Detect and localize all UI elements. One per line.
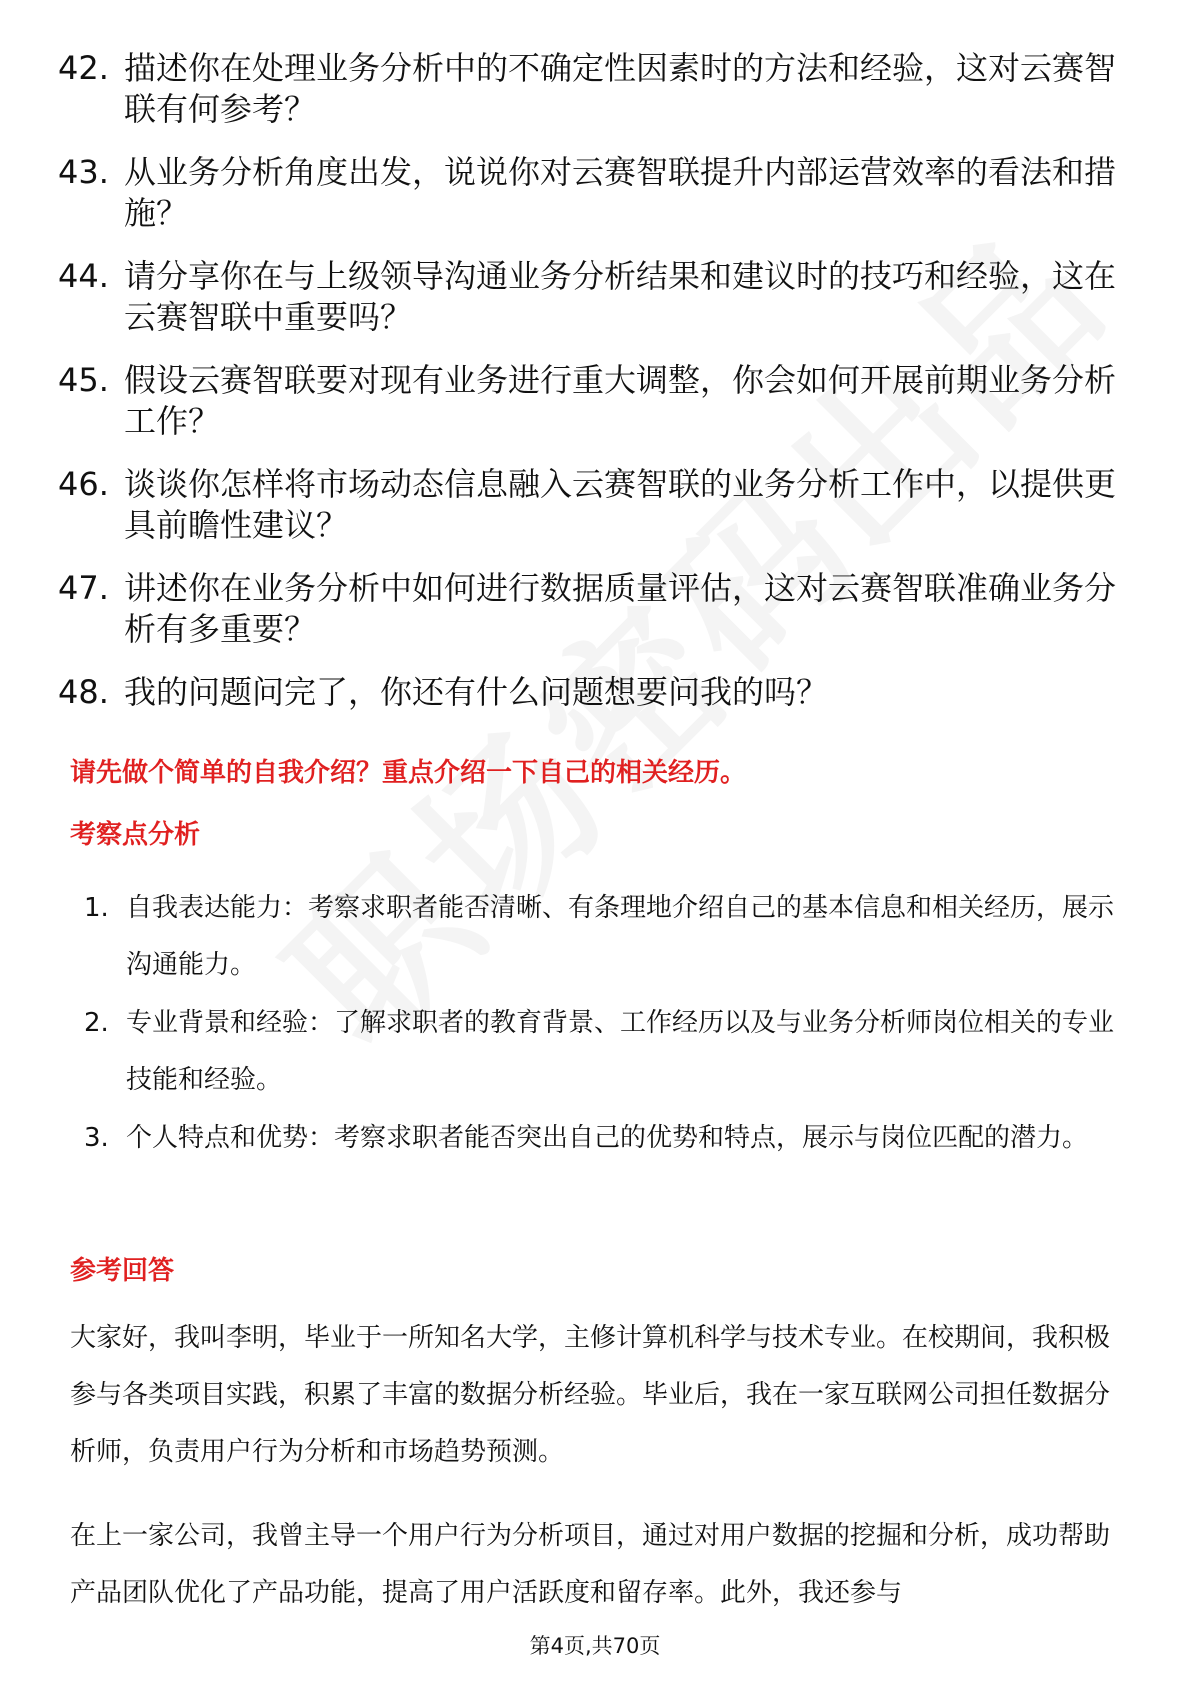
point-text: 自我表达能力：考察求职者能否清晰、有条理地介绍自己的基本信息和相关经历，展示沟通能力。: [126, 893, 1115, 980]
question-text: 讲述你在业务分析中如何进行数据质量评估，这对云赛智联准确业务分析有多重要？: [124, 569, 1117, 648]
question-number: 42.: [58, 49, 109, 87]
question-item: [58, 360, 1128, 442]
point-number: 1.: [84, 893, 109, 923]
question-text: 假设云赛智联要对现有业务进行重大调整，你会如何开展前期业务分析工作？: [124, 361, 1117, 440]
analysis-point: [84, 995, 1124, 1109]
section-question: 请先做个简单的自我介绍？重点介绍一下自己的相关经历。: [70, 758, 747, 788]
question-text: 谈谈你怎样将市场动态信息融入云赛智联的业务分析工作中，以提供更具前瞻性建议？: [124, 465, 1117, 544]
analysis-heading: 考察点分析: [70, 820, 201, 850]
question-text: 我的问题问完了，你还有什么问题想要问我的吗？: [124, 673, 829, 711]
answer-heading: 参考回答: [70, 1256, 175, 1286]
question-number: 43.: [58, 153, 109, 191]
question-number: 46.: [58, 465, 109, 503]
question-number: 47.: [58, 569, 109, 607]
answer-paragraph: 在上一家公司，我曾主导一个用户行为分析项目，通过对用户数据的挖掘和分析，成功帮助产品团队优化了产品功能，提高了用户活跃度和留存率。此外，我还参与: [70, 1521, 1111, 1608]
analysis-point-list: [84, 880, 1124, 1168]
point-number: 3.: [84, 1123, 109, 1153]
question-item: [58, 256, 1128, 338]
page-footer: 第4页,共70页: [529, 1634, 661, 1658]
question-text: 从业务分析角度出发，说说你对云赛智联提升内部运营效率的看法和措施？: [124, 153, 1117, 232]
analysis-point: [84, 880, 1124, 994]
question-number: 48.: [58, 673, 109, 711]
question-item: [58, 48, 1128, 130]
question-text: 请分享你在与上级领导沟通业务分析结果和建议时的技巧和经验，这在云赛智联中重要吗？: [124, 257, 1117, 336]
question-item: [58, 568, 1128, 650]
point-number: 2.: [84, 1008, 109, 1038]
question-list: [58, 48, 1128, 735]
analysis-point: [84, 1110, 1124, 1167]
question-item: [58, 672, 1128, 713]
question-number: 45.: [58, 361, 109, 399]
point-text: 个人特点和优势：考察求职者能否突出自己的优势和特点，展示与岗位匹配的潜力。: [126, 1123, 1089, 1153]
answer-paragraph: 大家好，我叫李明，毕业于一所知名大学，主修计算机科学与技术专业。在校期间，我积极参与各类项目实践，积累了丰富的数据分析经验。毕业后，我在一家互联网公司担任数据分析师，负责用户行为分析和市场趋势预测。: [70, 1323, 1111, 1467]
question-text: 描述你在处理业务分析中的不确定性因素时的方法和经验，这对云赛智联有何参考？: [124, 49, 1117, 128]
question-number: 44.: [58, 257, 109, 295]
question-item: [58, 152, 1128, 234]
question-item: [58, 464, 1128, 546]
point-text: 专业背景和经验：了解求职者的教育背景、工作经历以及与业务分析师岗位相关的专业技能和经验。: [126, 1008, 1115, 1095]
